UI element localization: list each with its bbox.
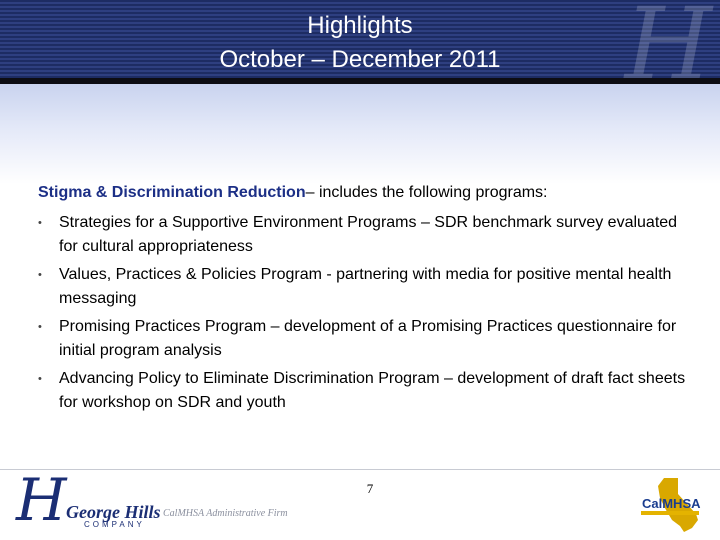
gh-logo-name: George Hills (66, 502, 161, 522)
calmhsa-logo-text: CalMHSA (642, 496, 701, 511)
bullet-item (38, 315, 698, 363)
slide-body (38, 182, 698, 419)
gradient-band (0, 84, 720, 184)
lead-text: – includes the following programs: (305, 184, 548, 201)
h-watermark-icon: H (624, 0, 712, 78)
bullet-item (38, 367, 698, 415)
bullet-text: Promising Practices Program – development of a Promising Practices questionnaire for initial program analysis (59, 318, 677, 359)
bullet-list (38, 211, 698, 415)
slide-title: Highlights (307, 12, 413, 39)
bullet-icon: • (38, 269, 42, 281)
bullet-text: Strategies for a Supportive Environment Programs – SDR benchmark survey evaluated for cultural appropriateness (59, 214, 678, 255)
lead-paragraph (38, 182, 698, 204)
footer-divider (0, 469, 720, 470)
bullet-item (38, 263, 698, 311)
gh-monogram-icon: H (16, 466, 67, 534)
bullet-text: Advancing Policy to Eliminate Discrimination Program – development of draft fact sheets for workshop on SDR and youth (59, 370, 686, 411)
bullet-item (38, 211, 698, 259)
bullet-icon: • (38, 373, 42, 385)
calmhsa-logo (638, 476, 704, 534)
footer-tagline: CalMHSA Administrative Firm (163, 508, 288, 519)
page-number: 7 (366, 481, 374, 496)
slide-subtitle: October – December 2011 (219, 46, 501, 73)
title-banner (0, 0, 720, 78)
bullet-icon: • (38, 217, 42, 229)
bullet-icon: • (38, 321, 42, 333)
bullet-text: Values, Practices & Policies Program - partnering with media for positive mental health messaging (59, 266, 672, 307)
calmhsa-logo-bar (641, 511, 699, 515)
lead-heading: Stigma & Discrimination Reduction (38, 184, 306, 201)
gh-logo-company: COMPANY (84, 520, 145, 529)
george-hills-logo (16, 466, 161, 534)
